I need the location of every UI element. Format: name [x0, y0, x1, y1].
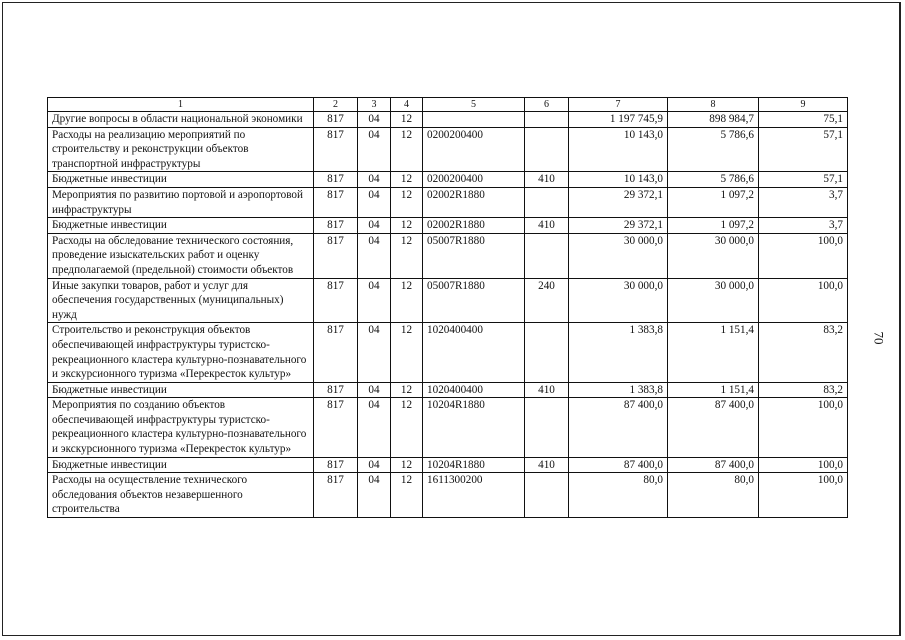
- target-article-cell: 02002R1880: [423, 218, 525, 234]
- execution-percent-cell: 3,7: [759, 187, 848, 217]
- item-name-cell: Расходы на реализацию мероприятий по строительству и реконструкции объектов транспортной инфраструктуры: [48, 127, 314, 172]
- planned-amount-cell: 30 000,0: [569, 278, 668, 323]
- ministry-code-cell: 817: [314, 278, 358, 323]
- planned-amount-cell: 29 372,1: [569, 187, 668, 217]
- section-cell: 04: [358, 187, 391, 217]
- page-number: 70: [871, 331, 887, 345]
- ministry-code-cell: 817: [314, 218, 358, 234]
- section-cell: 04: [358, 278, 391, 323]
- subsection-cell: 12: [391, 112, 423, 128]
- column-header: 7: [569, 98, 668, 112]
- target-article-cell: 10204R1880: [423, 457, 525, 473]
- table-row: [48, 278, 848, 323]
- column-header: 8: [668, 98, 759, 112]
- expense-type-cell: 410: [525, 382, 569, 398]
- expense-type-cell: 240: [525, 278, 569, 323]
- executed-amount-cell: 80,0: [668, 473, 759, 518]
- expense-type-cell: 410: [525, 172, 569, 188]
- table-row: [48, 457, 848, 473]
- table-row: [48, 218, 848, 234]
- subsection-cell: 12: [391, 127, 423, 172]
- execution-percent-cell: 83,2: [759, 382, 848, 398]
- ministry-code-cell: 817: [314, 127, 358, 172]
- target-article-cell: 0200200400: [423, 127, 525, 172]
- table-row: [48, 233, 848, 278]
- target-article-cell: [423, 112, 525, 128]
- subsection-cell: 12: [391, 187, 423, 217]
- section-cell: 04: [358, 112, 391, 128]
- table-row: [48, 172, 848, 188]
- execution-percent-cell: 83,2: [759, 323, 848, 382]
- column-header: 3: [358, 98, 391, 112]
- executed-amount-cell: 30 000,0: [668, 278, 759, 323]
- column-header: 1: [48, 98, 314, 112]
- executed-amount-cell: 5 786,6: [668, 127, 759, 172]
- section-cell: 04: [358, 382, 391, 398]
- section-cell: 04: [358, 233, 391, 278]
- target-article-cell: 1611300200: [423, 473, 525, 518]
- executed-amount-cell: 87 400,0: [668, 457, 759, 473]
- executed-amount-cell: 87 400,0: [668, 398, 759, 457]
- section-cell: 04: [358, 172, 391, 188]
- executed-amount-cell: 5 786,6: [668, 172, 759, 188]
- table-row: [48, 398, 848, 457]
- execution-percent-cell: 75,1: [759, 112, 848, 128]
- execution-percent-cell: 3,7: [759, 218, 848, 234]
- expense-type-cell: [525, 398, 569, 457]
- execution-percent-cell: 100,0: [759, 278, 848, 323]
- expense-type-cell: 410: [525, 218, 569, 234]
- expense-type-cell: [525, 187, 569, 217]
- table-row: [48, 473, 848, 518]
- execution-percent-cell: 100,0: [759, 473, 848, 518]
- execution-percent-cell: 100,0: [759, 233, 848, 278]
- execution-percent-cell: 100,0: [759, 398, 848, 457]
- executed-amount-cell: 1 151,4: [668, 382, 759, 398]
- target-article-cell: 02002R1880: [423, 187, 525, 217]
- table-row: [48, 127, 848, 172]
- table-header-row: [48, 98, 848, 112]
- ministry-code-cell: 817: [314, 382, 358, 398]
- ministry-code-cell: 817: [314, 172, 358, 188]
- item-name-cell: Другие вопросы в области национальной экономики: [48, 112, 314, 128]
- ministry-code-cell: 817: [314, 398, 358, 457]
- planned-amount-cell: 1 383,8: [569, 382, 668, 398]
- table-row: [48, 382, 848, 398]
- ministry-code-cell: 817: [314, 233, 358, 278]
- target-article-cell: 1020400400: [423, 382, 525, 398]
- ministry-code-cell: 817: [314, 112, 358, 128]
- ministry-code-cell: 817: [314, 457, 358, 473]
- item-name-cell: Иные закупки товаров, работ и услуг для обеспечения государственных (муниципальных) нужд: [48, 278, 314, 323]
- expense-type-cell: [525, 127, 569, 172]
- planned-amount-cell: 10 143,0: [569, 172, 668, 188]
- subsection-cell: 12: [391, 323, 423, 382]
- subsection-cell: 12: [391, 233, 423, 278]
- planned-amount-cell: 29 372,1: [569, 218, 668, 234]
- ministry-code-cell: 817: [314, 473, 358, 518]
- execution-percent-cell: 100,0: [759, 457, 848, 473]
- expense-type-cell: [525, 112, 569, 128]
- item-name-cell: Бюджетные инвестиции: [48, 218, 314, 234]
- column-header: 4: [391, 98, 423, 112]
- planned-amount-cell: 30 000,0: [569, 233, 668, 278]
- section-cell: 04: [358, 398, 391, 457]
- item-name-cell: Расходы на обследование технического состояния, проведение изыскательских работ и оценку предполагаемой (предельной) стоимости объектов: [48, 233, 314, 278]
- target-article-cell: 05007R1880: [423, 278, 525, 323]
- executed-amount-cell: 1 151,4: [668, 323, 759, 382]
- expense-type-cell: [525, 473, 569, 518]
- target-article-cell: 05007R1880: [423, 233, 525, 278]
- column-header: 6: [525, 98, 569, 112]
- item-name-cell: Мероприятия по развитию портовой и аэропортовой инфраструктуры: [48, 187, 314, 217]
- column-header: 9: [759, 98, 848, 112]
- item-name-cell: Бюджетные инвестиции: [48, 382, 314, 398]
- planned-amount-cell: 10 143,0: [569, 127, 668, 172]
- execution-percent-cell: 57,1: [759, 172, 848, 188]
- table-row: [48, 112, 848, 128]
- planned-amount-cell: 87 400,0: [569, 457, 668, 473]
- expense-type-cell: 410: [525, 457, 569, 473]
- expense-type-cell: [525, 323, 569, 382]
- subsection-cell: 12: [391, 382, 423, 398]
- planned-amount-cell: 1 383,8: [569, 323, 668, 382]
- budget-table: [47, 97, 848, 518]
- column-header: 5: [423, 98, 525, 112]
- ministry-code-cell: 817: [314, 187, 358, 217]
- ministry-code-cell: 817: [314, 323, 358, 382]
- subsection-cell: 12: [391, 398, 423, 457]
- subsection-cell: 12: [391, 278, 423, 323]
- item-name-cell: Бюджетные инвестиции: [48, 172, 314, 188]
- planned-amount-cell: 87 400,0: [569, 398, 668, 457]
- section-cell: 04: [358, 218, 391, 234]
- execution-percent-cell: 57,1: [759, 127, 848, 172]
- target-article-cell: 1020400400: [423, 323, 525, 382]
- subsection-cell: 12: [391, 172, 423, 188]
- executed-amount-cell: 898 984,7: [668, 112, 759, 128]
- table-row: [48, 187, 848, 217]
- item-name-cell: Мероприятия по созданию объектов обеспечивающей инфраструктуры туристско-рекреационного кластера культурно-познавательного и экскурсионного туризма «Перекресток культур»: [48, 398, 314, 457]
- item-name-cell: Бюджетные инвестиции: [48, 457, 314, 473]
- section-cell: 04: [358, 127, 391, 172]
- column-header: 2: [314, 98, 358, 112]
- executed-amount-cell: 1 097,2: [668, 218, 759, 234]
- section-cell: 04: [358, 473, 391, 518]
- subsection-cell: 12: [391, 473, 423, 518]
- subsection-cell: 12: [391, 218, 423, 234]
- expense-type-cell: [525, 233, 569, 278]
- executed-amount-cell: 1 097,2: [668, 187, 759, 217]
- executed-amount-cell: 30 000,0: [668, 233, 759, 278]
- planned-amount-cell: 80,0: [569, 473, 668, 518]
- section-cell: 04: [358, 323, 391, 382]
- table-row: [48, 323, 848, 382]
- target-article-cell: 0200200400: [423, 172, 525, 188]
- section-cell: 04: [358, 457, 391, 473]
- item-name-cell: Расходы на осуществление технического обследования объектов незавершенного строительства: [48, 473, 314, 518]
- planned-amount-cell: 1 197 745,9: [569, 112, 668, 128]
- target-article-cell: 10204R1880: [423, 398, 525, 457]
- item-name-cell: Строительство и реконструкция объектов обеспечивающей инфраструктуры туристско-рекреационного кластера культурно-познавательного и экскурсионного туризма «Перекресток культур»: [48, 323, 314, 382]
- subsection-cell: 12: [391, 457, 423, 473]
